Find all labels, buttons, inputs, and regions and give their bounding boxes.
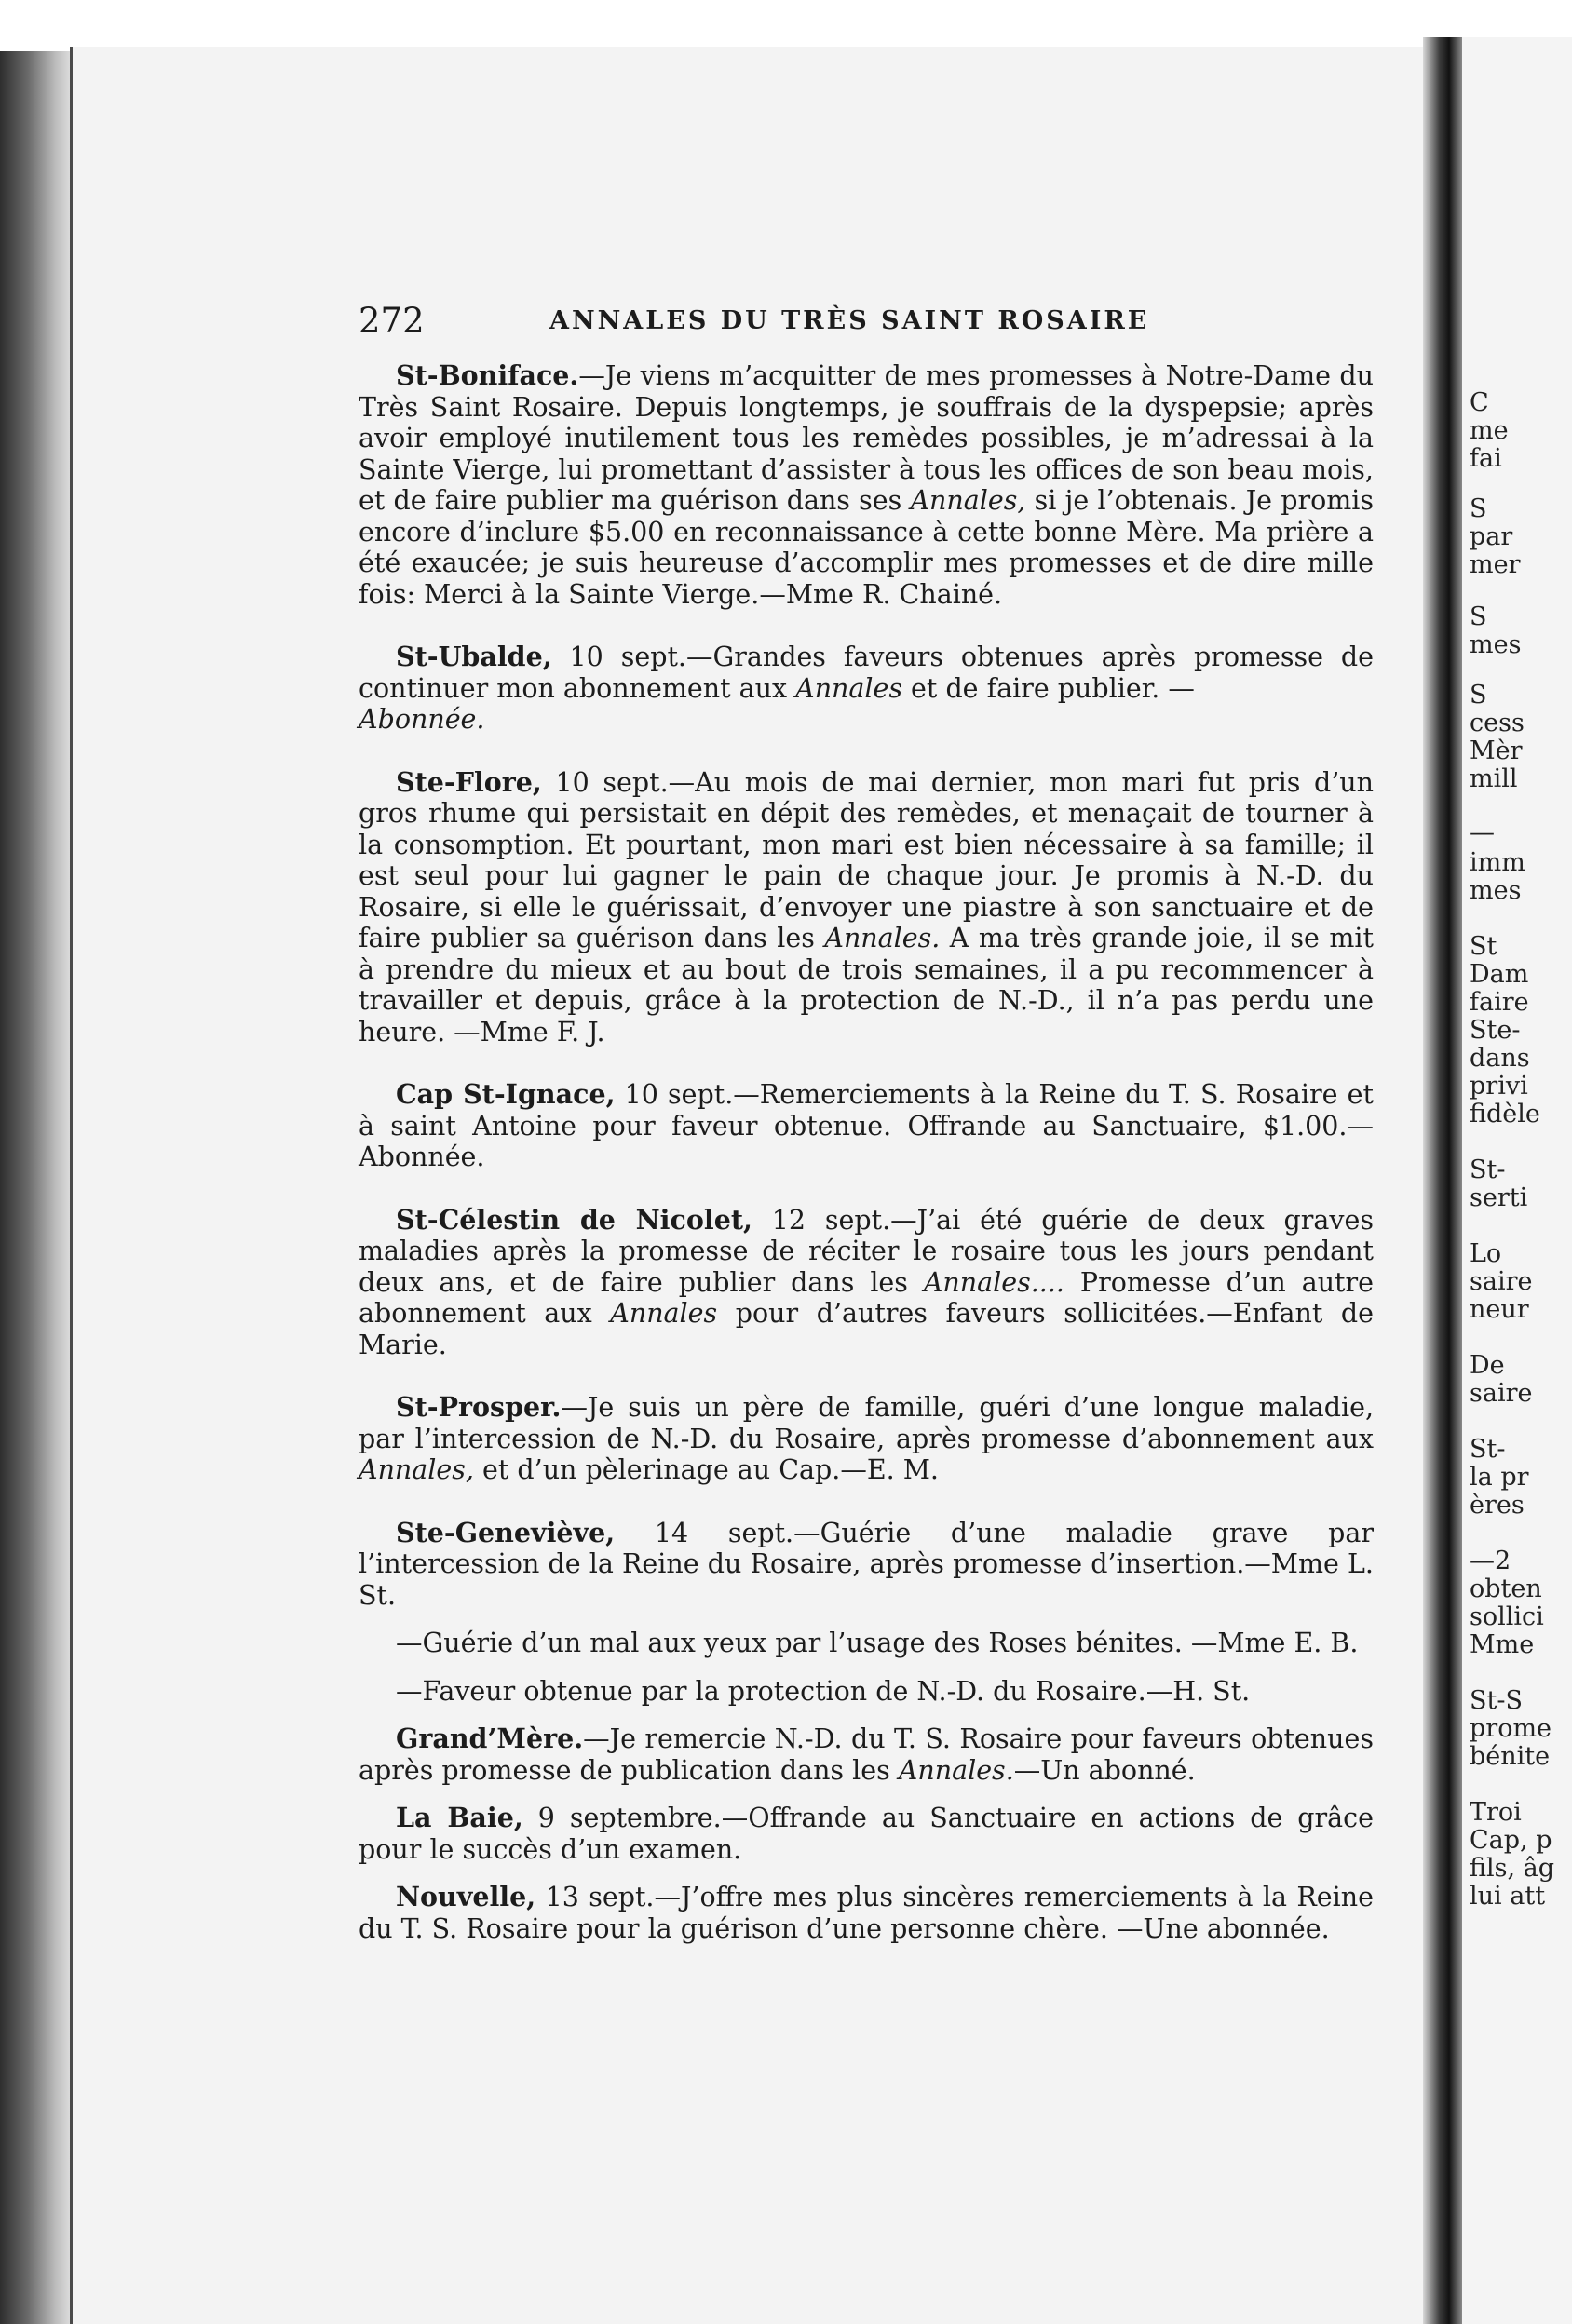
facing-page-line: neur [1470,1295,1529,1324]
entry-place: St-Prosper. [396,1391,562,1423]
facing-page-line: Dam [1470,960,1529,989]
page-number: 272 [359,301,425,341]
entry-text: pour d’autres faveurs sollicitées.—Enfant de Marie. [359,1298,1374,1360]
entry-place: Nouvelle, [396,1881,536,1912]
entry-paragraph [359,1882,1374,1944]
entry-text: —Je suis un père de famille, guéri d’une longue maladie, par l’intercession de N.-D. du Rosaire, après promesse d’abonnement aux [359,1392,1374,1454]
facing-page-line: ères [1470,1491,1525,1520]
entry-text: 9 septembre.—Offrande au Sanctuaire en actions de grâce pour le succès d’un examen. [359,1803,1374,1865]
running-title: ANNALES DU TRÈS SAINT ROSAIRE [549,306,1150,335]
entry-text: 13 sept.—J’offre mes plus sincères remerciements à la Reine du T. S. Rosaire pour la guérison d’une personne chère. —Une abonnée. [359,1882,1374,1944]
entry-text: 10 sept.—Au mois de mai dernier, mon mari fut pris d’un gros rhume qui persistait en dépit des remèdes, et menaçait de tourner à la consomption. Et pourtant, mon mari est bien nécessaire à sa famille; il est seul pour lui gagner le pain de chaque jour. Je promis à N.-D. du Rosaire, si elle le guérissait, d’envoyer une piastre à son sanctuaire et de faire publier sa guérison dans les [359,766,1374,953]
facing-page-line: bénite [1470,1742,1551,1771]
entry-paragraph [359,360,1374,610]
facing-page-line: sollici [1470,1602,1544,1631]
facing-page-line: fils, âg [1470,1854,1555,1883]
entry-text: et de faire publier. — [902,672,1195,704]
facing-page-line: De [1470,1351,1505,1380]
facing-page-line: St- [1470,1435,1506,1464]
entry-text: —Guérie d’un mal aux yeux par l’usage des Roses bénites. —Mme E. B. [396,1628,1359,1658]
entry-text: —Je remercie N.-D. du T. S. Rosaire pour faveurs obtenues après promesse de publication dans les [359,1723,1374,1786]
facing-page-line: C [1470,388,1489,417]
facing-page-line: mill [1470,764,1518,793]
facing-page-line: Troi [1470,1798,1522,1827]
entry-text: 10 sept.—Grandes faveurs obtenues après promesse de continuer mon abonnement aux [359,642,1374,704]
entry-italic-text: Annales.... [923,1266,1064,1298]
facing-page-line: serti [1470,1183,1528,1212]
facing-page-line: imm [1470,848,1525,877]
entry-italic-text: Annales, [910,485,1026,516]
entry-place: La Baie, [396,1802,523,1833]
facing-page-line: dans [1470,1044,1530,1073]
entry-text: —Faveur obtenue par la protection de N.-D. du Rosaire.—H. St. [396,1675,1251,1707]
entry-paragraph [359,1803,1374,1865]
entry-italic-text: Annales. [898,1754,1014,1786]
facing-page-line: fai [1470,444,1502,473]
entry-italic-text: Annales [795,672,902,704]
entry-italic-text: Annales, [359,1454,474,1485]
facing-page-line: faire [1470,988,1529,1017]
running-head [359,293,1374,349]
facing-page-line: prome [1470,1714,1552,1743]
facing-page-line: St-S [1470,1686,1523,1715]
entry-text: —Je viens m’acquitter de mes promesses à Notre-Dame du Très Saint Rosaire. Depuis longtemps, je souffrais de la dyspepsie; après avoir employé inutilement tous les remèdes possibles, je m’adressai à la Sainte Vierge, lui promettant d’assister à tous les offices de son beau mois, et de faire publier ma guérison dans ses [359,360,1374,516]
facing-page-line: par [1470,522,1513,551]
facing-page-line: Mèr [1470,736,1523,765]
facing-page-line: mes [1470,630,1522,659]
facing-page-line: St- [1470,1155,1506,1184]
entry-italic-text: Abonnée. [359,704,485,735]
facing-page-line: fidèle [1470,1100,1540,1128]
facing-page-line: saire [1470,1379,1533,1408]
entry-text: 12 sept.—J’ai été guérie de deux graves maladies après la promesse de réciter le rosaire tous les jours pendant deux ans, et de faire publier dans les [359,1204,1374,1298]
entry-text: si je l’obtenais. Je promis encore d’inclure $5.00 en reconnaissance à cette bonne Mère. Ma prière a été exaucée; je suis heureuse d’accomplir mes promesses et de dire mille fois: Merci à la Sainte Vierge.—Mme R. Chainé. [359,485,1374,610]
entry-text: 10 sept.—Remerciements à la Reine du T. S. Rosaire et à saint Antoine pour faveur obtenue. Offrande au Sanctuaire, $1.00.—Abonnée. [359,1079,1374,1172]
facing-page-line: privi [1470,1072,1528,1101]
entry-italic-text: Annales [610,1298,718,1329]
book-spine-shadow [0,51,79,2324]
facing-page-line: Cap, p [1470,1826,1552,1855]
right-page-fragment [1462,37,1572,2324]
facing-page-line: — [1470,818,1495,847]
entry-italic-text: Annales. [824,923,941,953]
entry-paragraph [359,767,1374,1048]
entry-text: et d’un pèlerinage au Cap.—E. M. [473,1454,939,1485]
entry-paragraph [359,1392,1374,1486]
facing-page-line: —2 [1470,1547,1511,1575]
entry-paragraph [359,1676,1374,1708]
entry-text: A ma très grande joie, il se mit à prendre du mieux et au bout de trois semaines, il a pu recommencer à travailler et depuis, grâce à la protection de N.-D., il n’a pas perdu une heure. —Mme F. J. [359,923,1374,1047]
entry-place: Ste-Flore, [396,765,542,798]
book-gutter [1423,37,1462,2324]
entry-place: Ste-Geneviève, [396,1516,616,1548]
entry-place: St-Ubalde, [396,641,552,672]
entry-text: 14 sept.—Guérie d’une maladie grave par l’intercession de la Reine du Rosaire, après promesse d’insertion.—Mme L. St. [359,1517,1374,1611]
entry-paragraph [359,1079,1374,1173]
entry-paragraph [359,1205,1374,1361]
facing-page-line: mer [1470,550,1521,579]
facing-page-line: Lo [1470,1239,1502,1268]
entry-paragraph [359,1628,1374,1659]
facing-page-line: mes [1470,876,1522,905]
entry-place: Cap St-Ignace, [396,1078,616,1110]
facing-page-line: St [1470,932,1497,961]
facing-page-line: la pr [1470,1463,1529,1492]
entry-place: St-Célestin de Nicolet, [396,1203,752,1236]
entry-paragraph [359,642,1374,736]
facing-page-line: S [1470,602,1487,631]
entry-paragraph [359,1518,1374,1612]
facing-page-line: saire [1470,1267,1533,1296]
entry-paragraph [359,1723,1374,1786]
facing-page-line: me [1470,416,1509,445]
facing-page-line: S [1470,494,1487,523]
facing-page-line: S [1470,681,1487,709]
facing-page-line: Ste- [1470,1016,1521,1045]
entries-list [359,360,1374,1944]
page-content [359,293,1374,1944]
entry-place: Grand’Mère. [396,1723,584,1754]
facing-page-line: Mme [1470,1630,1535,1659]
facing-page-line: lui att [1470,1882,1546,1911]
facing-page-line: cess [1470,709,1525,737]
entry-text: Promesse d’un autre abonnement aux [359,1266,1374,1329]
entry-text: —Un abonné. [1013,1754,1196,1786]
entry-place: St-Boniface. [396,359,579,391]
facing-page-line: obten [1470,1574,1542,1603]
